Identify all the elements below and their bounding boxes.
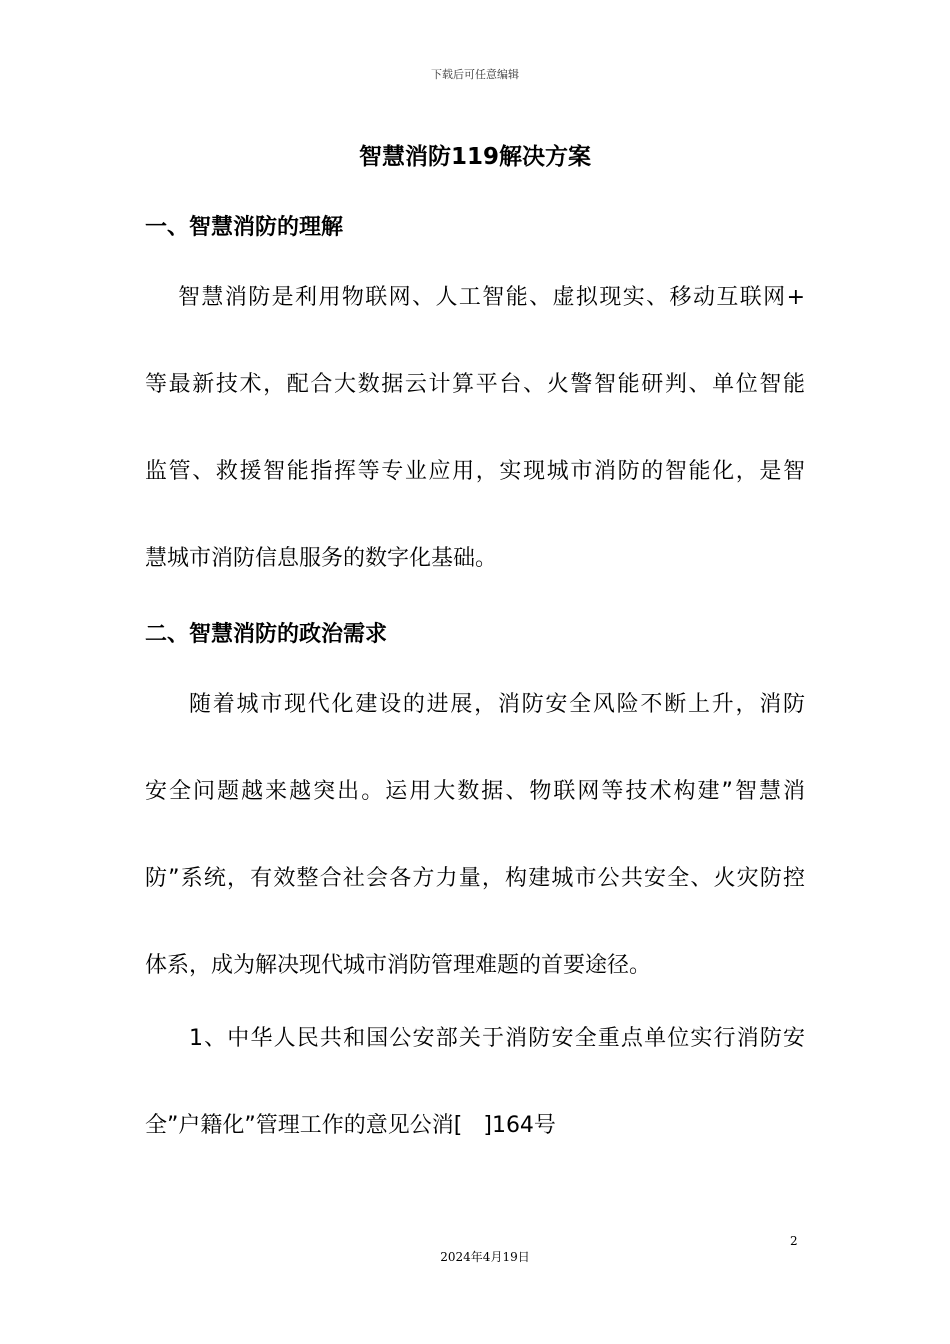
page-footer-date: 2024年4月19日 xyxy=(440,1250,530,1264)
paragraph-line: 随着城市现代化建设的进展，消防安全风险不断上升，消防 xyxy=(189,692,805,717)
list-item-line: 全”户籍化”管理工作的意见公消[ ]164号 xyxy=(145,1113,556,1138)
document-title: 智慧消防119解决方案 xyxy=(358,144,591,170)
section-heading-1: 一、智慧消防的理解 xyxy=(145,215,344,240)
section-heading-2: 二、智慧消防的政治需求 xyxy=(145,622,388,647)
paragraph-line: 防”系统，有效整合社会各方力量，构建城市公共安全、火灾防控 xyxy=(145,866,805,891)
page-header: 下载后可任意编辑 xyxy=(431,68,519,81)
paragraph-line: 安全问题越来越突出。运用大数据、物联网等技术构建”智慧消 xyxy=(145,779,805,804)
page-number: 2 xyxy=(790,1234,798,1248)
paragraph-line: 慧城市消防信息服务的数字化基础。 xyxy=(145,546,498,571)
paragraph-line: 等最新技术，配合大数据云计算平台、火警智能研判、单位智能 xyxy=(145,372,805,397)
paragraph-line: 智慧消防是利用物联网、人工智能、虚拟现实、移动互联网+ xyxy=(178,285,805,310)
paragraph-line: 监管、救援智能指挥等专业应用，实现城市消防的智能化，是智 xyxy=(145,459,805,484)
list-item-line: 1、中华人民共和国公安部关于消防安全重点单位实行消防安 xyxy=(189,1026,805,1051)
paragraph-line: 体系，成为解决现代城市消防管理难题的首要途径。 xyxy=(145,953,652,978)
